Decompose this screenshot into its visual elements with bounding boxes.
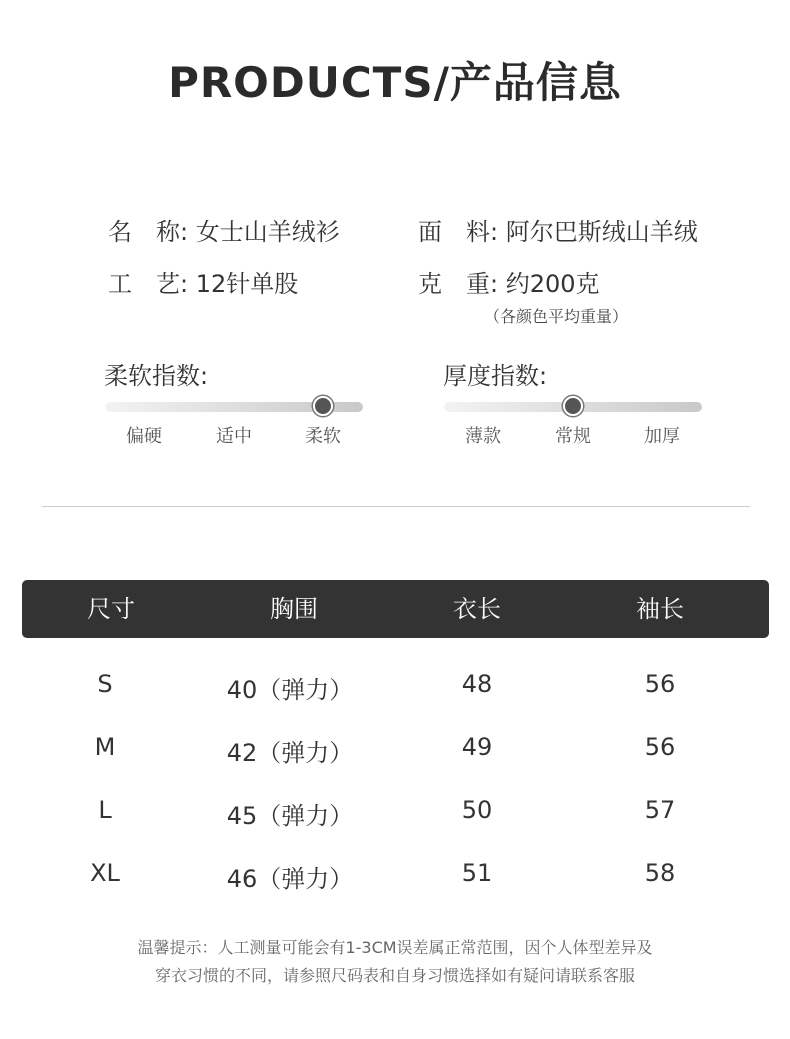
thickness-tick-thin: 薄款 xyxy=(465,426,501,447)
header-sleeve: 袖长 xyxy=(636,595,684,623)
thickness-tick-regular: 常规 xyxy=(555,426,591,447)
softness-tick-medium: 适中 xyxy=(216,426,252,447)
header-chest: 胸围 xyxy=(270,595,318,623)
cell-length: 51 xyxy=(461,859,493,887)
cell-sleeve: 57 xyxy=(644,796,676,824)
cell-size: S xyxy=(97,670,113,698)
cell-chest: 42（弹力） xyxy=(226,739,354,767)
cell-length: 50 xyxy=(461,796,493,824)
cell-chest: 46（弹力） xyxy=(226,865,354,893)
product-fabric: 面 料: 阿尔巴斯绒山羊绒 xyxy=(418,218,698,246)
product-weight: 克 重: 约200克 xyxy=(418,270,600,298)
cell-chest: 45（弹力） xyxy=(226,802,354,830)
product-name: 名 称: 女士山羊绒衫 xyxy=(108,218,340,246)
cell-sleeve: 56 xyxy=(644,670,676,698)
notice-line-2: 穿衣习惯的不同，请参照尺码表和自身习惯选择如有疑问请联系客服 xyxy=(154,966,635,985)
cell-sleeve: 56 xyxy=(644,733,676,761)
cell-chest: 40（弹力） xyxy=(226,676,354,704)
cell-size: M xyxy=(94,733,116,761)
softness-tick-hard: 偏硬 xyxy=(126,426,162,447)
size-table-header xyxy=(22,580,769,638)
thickness-label: 厚度指数: xyxy=(443,362,548,390)
softness-label: 柔软指数: xyxy=(104,362,209,390)
header-size: 尺寸 xyxy=(87,595,135,623)
softness-tick-soft: 柔软 xyxy=(305,426,341,447)
cell-size: XL xyxy=(90,859,120,887)
notice-line-1: 温馨提示：人工测量可能会有1-3CM误差属正常范围，因个人体型差异及 xyxy=(137,938,653,957)
page-title: PRODUCTS/产品信息 xyxy=(168,58,622,107)
cell-sleeve: 58 xyxy=(644,859,676,887)
cell-length: 49 xyxy=(461,733,493,761)
product-craft: 工 艺: 12针单股 xyxy=(108,270,299,298)
cell-length: 48 xyxy=(461,670,493,698)
weight-note: （各颜色平均重量） xyxy=(484,307,629,326)
cell-size: L xyxy=(98,796,112,824)
thickness-indicator xyxy=(563,396,583,416)
header-length: 衣长 xyxy=(453,595,501,623)
section-divider xyxy=(42,506,750,507)
thickness-tick-thick: 加厚 xyxy=(644,426,680,447)
softness-indicator xyxy=(313,396,333,416)
